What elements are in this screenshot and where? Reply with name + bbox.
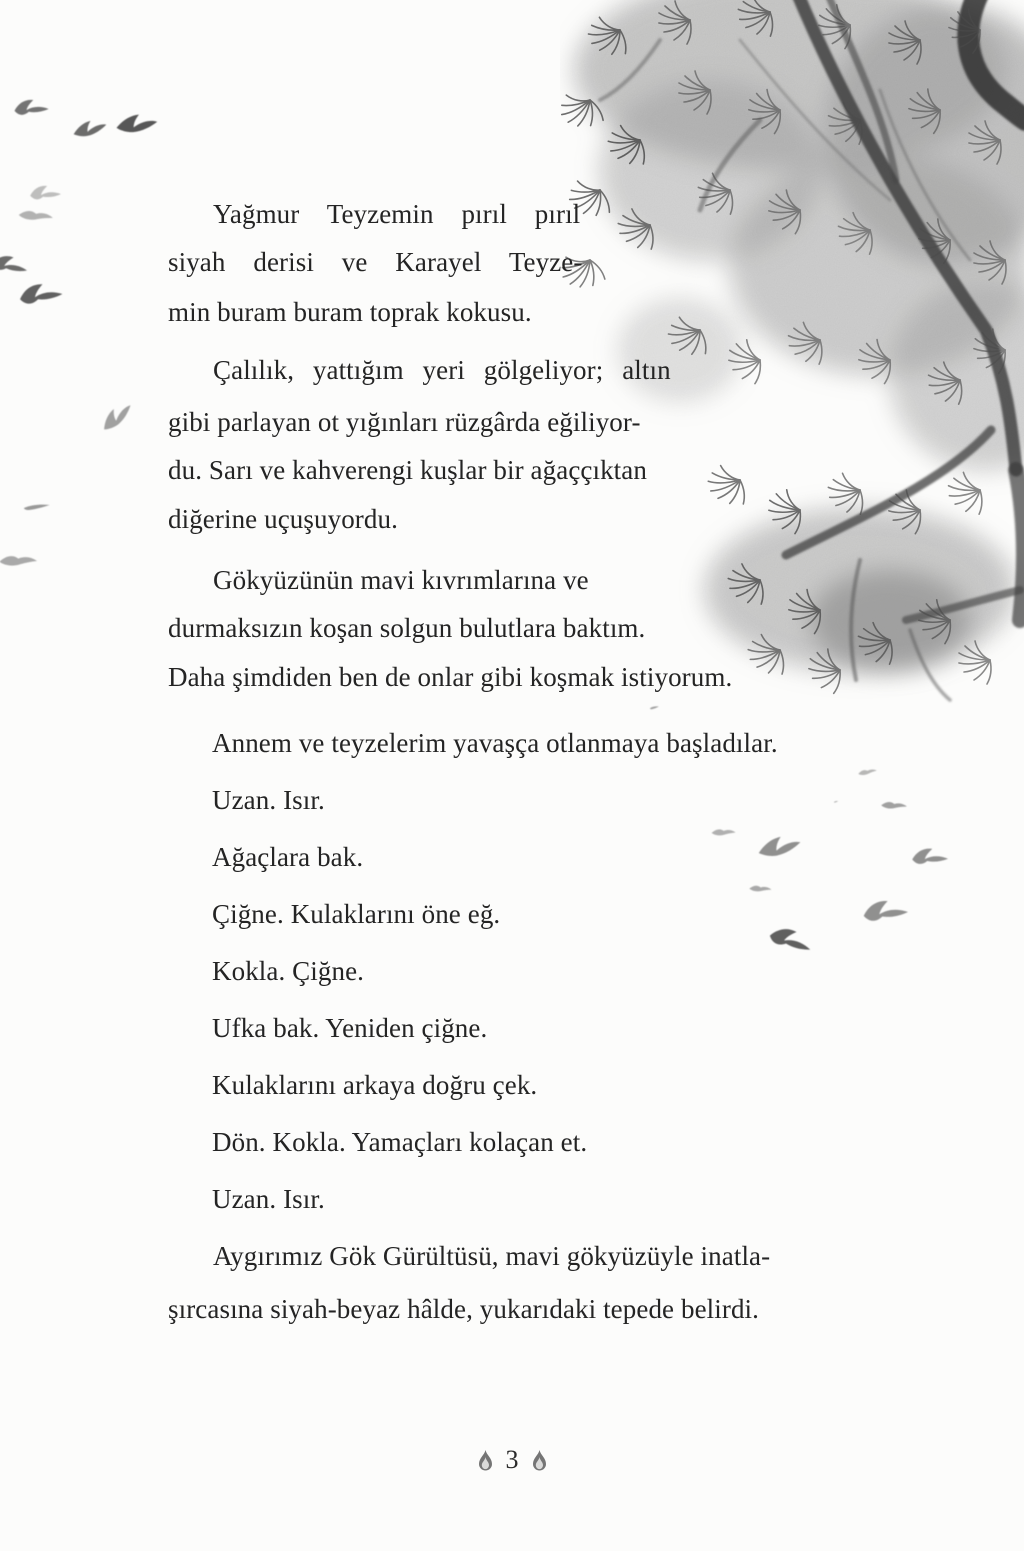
text-line: diğerine uçuşuyordu. <box>168 504 398 534</box>
text-line: Uzan. Isır. <box>212 1184 325 1214</box>
text-line: Annem ve teyzelerim yavaşça otlanmaya başladılar. <box>212 728 778 758</box>
bird-icon <box>834 801 838 802</box>
flame-ornament-icon <box>478 1450 493 1471</box>
bird-icon <box>13 97 49 115</box>
bird-icon <box>749 885 772 894</box>
text-line: Ağaçlara bak. <box>212 842 364 872</box>
text-line: şırcasına siyah-beyaz hâlde, yukarıdaki tepede belirdi. <box>168 1294 760 1324</box>
bird-icon <box>768 925 813 952</box>
text-line: siyah derisi ve Karayel Teyze- <box>168 247 583 277</box>
bird-icon <box>99 404 135 430</box>
page-footer <box>0 1447 1024 1473</box>
page-number: 3 <box>505 1445 519 1474</box>
text-line: Ufka bak. Yeniden çiğne. <box>212 1013 488 1043</box>
text-line: gibi parlayan ot yığınları rüzgârda eğiliyor- <box>168 407 641 437</box>
bird-icon <box>116 109 157 140</box>
text-line: Daha şimdiden ben de onlar gibi koşmak istiyorum. <box>168 662 733 692</box>
bird-icon <box>712 829 736 837</box>
text-line: du. Sarı ve kahverengi kuşlar bir ağaççıktan <box>168 455 647 485</box>
text-line: Çalılık, yattığım yeri gölgeliyor; altın <box>213 355 671 385</box>
bird-icon <box>759 833 801 862</box>
text-line: min buram buram toprak kokusu. <box>168 297 532 327</box>
text-line: Aygırımız Gök Gürültüsü, mavi gökyüzüyle inatla- <box>213 1241 771 1271</box>
text-line: Yağmur Teyzemin pırıl pırıl <box>213 199 581 229</box>
bird-icon <box>18 209 53 223</box>
text-line: Uzan. Isır. <box>212 785 325 815</box>
bird-icon <box>881 801 907 811</box>
bird-icon <box>24 505 50 510</box>
flame-ornament-icon <box>532 1450 547 1471</box>
bird-icon <box>74 118 107 140</box>
bird-icon <box>858 769 877 775</box>
text-line: Çiğne. Kulaklarını öne eğ. <box>212 899 501 929</box>
bird-icon <box>911 847 948 865</box>
text-line: Gökyüzünün mavi kıvrımlarına ve <box>213 565 589 595</box>
bird-icon <box>0 255 28 273</box>
text-line: Dön. Kokla. Yamaçları kolaçan et. <box>212 1127 588 1157</box>
bird-icon <box>0 555 37 567</box>
bird-icon <box>29 184 61 201</box>
bird-icon <box>18 280 63 306</box>
text-line: durmaksızın koşan solgun bulutlara baktım. <box>168 613 646 643</box>
text-line: Kokla. Çiğne. <box>212 956 365 986</box>
text-line: Kulaklarını arkaya doğru çek. <box>212 1070 538 1100</box>
bird-icon <box>862 897 909 922</box>
